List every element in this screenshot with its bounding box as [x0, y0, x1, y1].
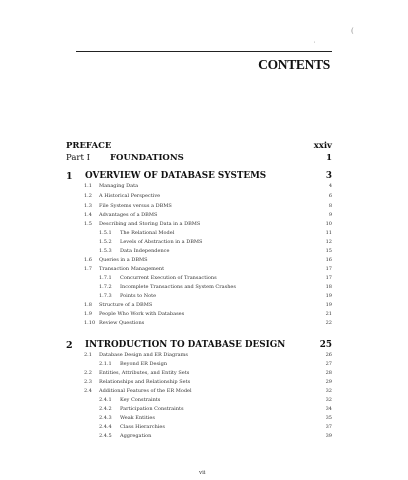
toc-entry-number: 2.4.4: [99, 424, 112, 430]
toc-entry-title: A Historical Perspective: [99, 193, 161, 199]
toc-entry-title: Concurrent Execution of Transactions: [120, 275, 217, 281]
toc-entry-title: Class Hierarchies: [120, 424, 165, 430]
toc-entry-number: 2.4.3: [99, 415, 112, 421]
toc-subsection-row: [0, 433, 408, 443]
toc-entry-number: 1.10: [84, 320, 96, 326]
toc-entry-page: 19: [325, 293, 332, 299]
toc-entry-title: Aggregation: [120, 433, 152, 439]
toc-entry-page: 10: [325, 221, 332, 227]
toc-entry-page: 32: [325, 388, 332, 394]
toc-entry-title: File Systems versus a DBMS: [99, 203, 172, 209]
toc-entry-page: 17: [325, 275, 332, 281]
tiny-mark: ': [314, 41, 316, 47]
toc-entry-title: Advantages of a DBMS: [99, 212, 158, 218]
toc-entry-title: Key Constraints: [120, 397, 161, 403]
toc-entry-number: 2.1: [84, 352, 92, 358]
toc-entry-number: 2.4: [84, 388, 92, 394]
toc-entry-page: xxiv: [313, 141, 332, 151]
toc-entry-page: 6: [328, 193, 332, 199]
toc-entry-page: 28: [325, 370, 332, 376]
toc-entry-title: Weak Entities: [120, 415, 155, 421]
toc-entry-title: Beyond ER Design: [120, 361, 168, 367]
toc-entry-number: 1.6: [84, 257, 92, 263]
toc-entry-page: 22: [325, 320, 332, 326]
toc-entry-title: Additional Features of the ER Model: [99, 388, 192, 394]
toc-entry-page: 27: [325, 361, 332, 367]
toc-entry-number: 1.7.2: [99, 284, 112, 290]
toc-entry-page: 32: [325, 397, 332, 403]
toc-entry-page: 4: [328, 183, 332, 189]
toc-entry-number: 1.7.3: [99, 293, 112, 299]
toc-entry-page: 35: [325, 415, 332, 421]
toc-entry-title: People Who Work with Databases: [99, 311, 185, 317]
toc-entry-page: 19: [325, 302, 332, 308]
toc-entry-page: 39: [325, 433, 332, 439]
toc-entry-page: 21: [325, 311, 332, 317]
toc-entry-number: 1.2: [84, 193, 92, 199]
page-title: CONTENTS: [258, 57, 330, 72]
toc-entry-title: Managing Data: [99, 183, 139, 189]
toc-entry-number: 1.5.2: [99, 239, 112, 245]
toc-chapter-row: [0, 171, 408, 181]
toc-entry-number: 2.1.1: [99, 361, 112, 367]
toc-entry-number: 2.4.5: [99, 433, 112, 439]
toc-entry-page: 26: [325, 352, 332, 358]
toc-entry-page: 37: [325, 424, 332, 430]
toc-entry-number: Part I: [66, 153, 90, 163]
toc-entry-title: INTRODUCTION TO DATABASE DESIGN: [85, 340, 286, 350]
toc-section-row: [0, 183, 408, 193]
toc-entry-page: 18: [325, 284, 332, 290]
toc-entry-title: Database Design and ER Diagrams: [99, 352, 188, 358]
toc-entry-title: Describing and Storing Data in a DBMS: [99, 221, 201, 227]
page-number: vii: [199, 470, 206, 476]
toc-entry-number: 2.4.2: [99, 406, 112, 412]
toc-chapter-row: [0, 340, 408, 350]
toc-entry-page: 17: [325, 266, 332, 272]
toc-entry-number: 1.7.1: [99, 275, 112, 281]
toc-entry-number: 1.5: [84, 221, 92, 227]
toc-entry-page: 12: [325, 239, 332, 245]
toc-entry-page: 25: [319, 340, 332, 350]
toc-entry-page: 15: [325, 248, 332, 254]
toc-entry-number: 1.4: [84, 212, 92, 218]
toc-entry-page: 9: [328, 212, 332, 218]
toc-entry-title: Data Independence: [120, 248, 170, 254]
toc-entry-title: Structure of a DBMS: [99, 302, 153, 308]
toc-entry-page: 11: [325, 230, 332, 236]
toc-entry-number: 1: [66, 171, 73, 182]
toc-entry-title: Incomplete Transactions and System Crashes: [120, 284, 236, 290]
toc-entry-number: 2.3: [84, 379, 92, 385]
toc-section-row: [0, 193, 408, 203]
toc-entry-title: Review Questions: [99, 320, 145, 326]
toc-entry-title: The Relational Model: [120, 230, 175, 236]
toc-entry-title: Queries in a DBMS: [99, 257, 148, 263]
toc-preface-row: [0, 141, 408, 151]
toc-entry-page: 29: [325, 379, 332, 385]
toc-entry-number: 1.8: [84, 302, 92, 308]
toc-entry-title: OVERVIEW OF DATABASE SYSTEMS: [85, 171, 267, 181]
toc-section-row: [0, 320, 408, 330]
toc-entry-title: Relationships and Relationship Sets: [99, 379, 191, 385]
toc-entry-title: FOUNDATIONS: [110, 153, 184, 163]
toc-entry-page: 34: [325, 406, 332, 412]
toc-entry-number: 1.5.1: [99, 230, 112, 236]
toc-entry-number: 2.4.1: [99, 397, 112, 403]
toc-entry-number: 1.5.3: [99, 248, 112, 254]
toc-entry-number: 1.7: [84, 266, 92, 272]
toc-entry-page: 8: [328, 203, 332, 209]
toc-entry-number: 1.1: [84, 183, 92, 189]
corner-mark: (: [351, 27, 354, 35]
toc-entry-title: Entities, Attributes, and Entity Sets: [99, 370, 190, 376]
toc-entry-title: Transaction Management: [99, 266, 165, 272]
toc-entry-number: 1.9: [84, 311, 92, 317]
top-rule: [76, 51, 332, 52]
toc-entry-title: Levels of Abstraction in a DBMS: [120, 239, 203, 245]
toc-entry-title: PREFACE: [66, 141, 112, 151]
toc-entry-page: 3: [325, 171, 332, 181]
toc-entry-number: 2.2: [84, 370, 92, 376]
toc-entry-page: 1: [326, 153, 332, 163]
toc-entry-title: Points to Note: [120, 293, 157, 299]
toc-entry-page: 16: [325, 257, 332, 263]
toc-part-row: [0, 153, 408, 163]
toc-entry-number: 2: [66, 340, 73, 351]
toc-entry-number: 1.3: [84, 203, 92, 209]
toc-entry-title: Participation Constraints: [120, 406, 184, 412]
